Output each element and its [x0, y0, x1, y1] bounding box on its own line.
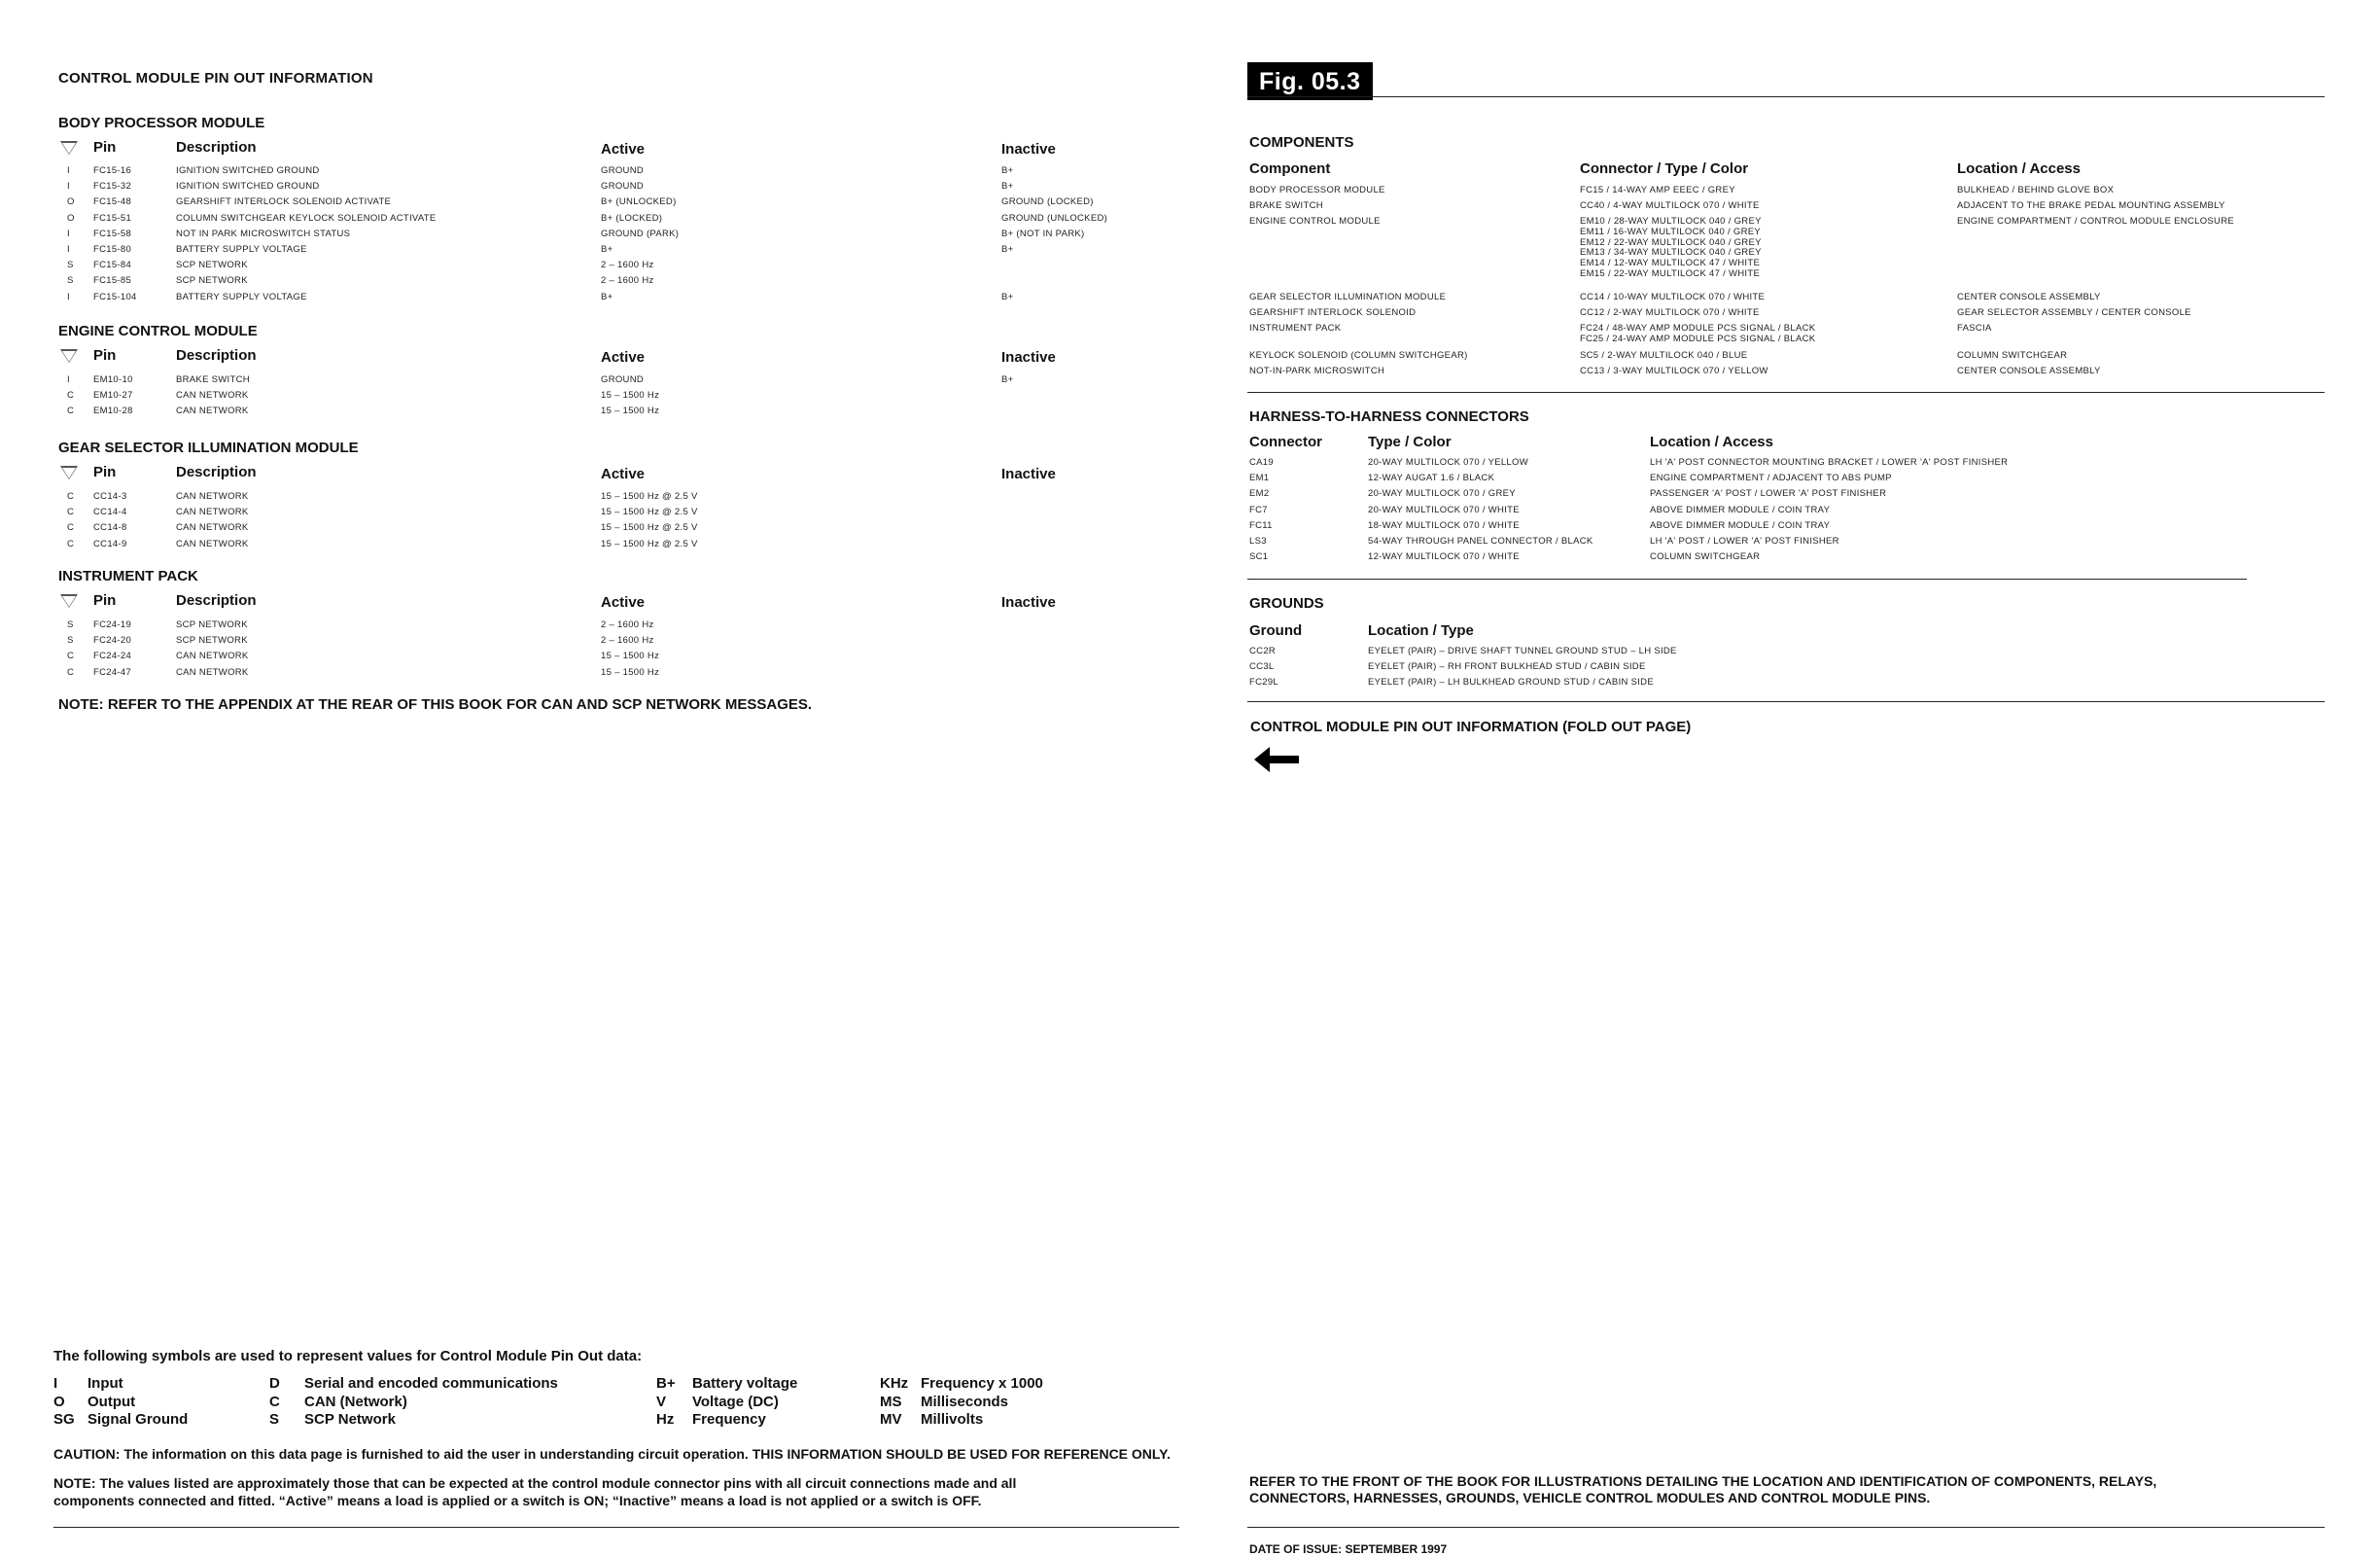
col-header-inactive: Inactive	[1001, 594, 1056, 611]
pin-id: FC15-80	[93, 244, 132, 255]
symbol-code: MV	[880, 1411, 902, 1428]
pin-type: I	[67, 181, 70, 193]
harness-type: 20-WAY MULTILOCK 070 / YELLOW	[1368, 457, 1528, 468]
pin-description: BRAKE SWITCH	[176, 374, 250, 385]
symbol-code: MS	[880, 1393, 902, 1410]
symbol-meaning: Output	[88, 1393, 136, 1410]
pin-active: GROUND	[601, 181, 645, 193]
pin-id: FC24-20	[93, 635, 132, 647]
col-header-ground-location: Location / Type	[1368, 622, 1474, 639]
component-location: ENGINE COMPARTMENT / CONTROL MODULE ENCLOSURE	[1957, 216, 2234, 227]
component-location: FASCIA	[1957, 323, 1992, 334]
symbol-meaning: Millivolts	[921, 1411, 984, 1428]
pin-description: BATTERY SUPPLY VOLTAGE	[176, 291, 307, 302]
symbol-meaning: Serial and encoded communications	[304, 1375, 558, 1392]
pin-inactive: B+	[1001, 244, 1014, 255]
pin-inactive: B+ (NOT IN PARK)	[1001, 228, 1085, 239]
pin-description: CAN NETWORK	[176, 522, 249, 534]
symbols-intro: The following symbols are used to represent values for Control Module Pin Out data:	[53, 1348, 643, 1364]
refer-line2: CONNECTORS, HARNESSES, GROUNDS, VEHICLE CONTROL MODULES AND CONTROL MODULE PINS.	[1249, 1490, 1931, 1505]
component-name: ENGINE CONTROL MODULE	[1249, 216, 1381, 227]
col-header-active: Active	[601, 349, 646, 366]
pin-type: C	[67, 406, 75, 417]
pin-description: NOT IN PARK MICROSWITCH STATUS	[176, 228, 351, 239]
pin-type: I	[67, 244, 70, 255]
pin-active: 2 – 1600 Hz	[601, 260, 654, 271]
pin-description: SCP NETWORK	[176, 635, 248, 647]
pin-description: SCP NETWORK	[176, 260, 248, 271]
pin-description: CAN NETWORK	[176, 538, 249, 549]
symbol-meaning: Input	[88, 1375, 123, 1392]
pin-type: S	[67, 619, 74, 630]
component-location: CENTER CONSOLE ASSEMBLY	[1957, 292, 2101, 302]
component-name: GEARSHIFT INTERLOCK SOLENOID	[1249, 307, 1417, 318]
pin-id: FC15-58	[93, 228, 132, 239]
pin-id: EM10-10	[93, 374, 133, 385]
pin-id: EM10-28	[93, 406, 133, 417]
component-location: COLUMN SWITCHGEAR	[1957, 350, 2068, 361]
refer-line1: REFER TO THE FRONT OF THE BOOK FOR ILLUSTRATIONS DETAILING THE LOCATION AND IDENTIFICATION OF COMPONENTS, RELAYS,	[1249, 1473, 2157, 1489]
pin-id: FC15-16	[93, 165, 132, 176]
pin-type: C	[67, 390, 75, 402]
harness-location: COLUMN SWITCHGEAR	[1650, 551, 1761, 563]
pin-active: 15 – 1500 Hz @ 2.5 V	[601, 491, 698, 502]
harness-connector: EM1	[1249, 473, 1270, 484]
symbol-code: O	[53, 1393, 65, 1410]
pin-type: C	[67, 651, 75, 662]
harness-type: 12-WAY AUGAT 1.6 / BLACK	[1368, 473, 1495, 484]
triangle-down-icon	[60, 349, 78, 363]
pin-active: B+ (UNLOCKED)	[601, 196, 677, 208]
module-title: INSTRUMENT PACK	[58, 568, 198, 584]
network-note: NOTE: REFER TO THE APPENDIX AT THE REAR OF THIS BOOK FOR CAN AND SCP NETWORK MESSAGES.	[58, 696, 813, 713]
pin-id: CC14-9	[93, 538, 127, 549]
pin-active: 15 – 1500 Hz @ 2.5 V	[601, 507, 698, 518]
pin-description: SCP NETWORK	[176, 619, 248, 630]
pin-active: 2 – 1600 Hz	[601, 619, 654, 630]
pin-active: 15 – 1500 Hz	[601, 390, 660, 402]
pin-active: 15 – 1500 Hz @ 2.5 V	[601, 522, 698, 534]
pin-description: CAN NETWORK	[176, 651, 249, 662]
symbol-code: D	[269, 1375, 280, 1392]
ground-id: CC3L	[1249, 661, 1275, 673]
col-header-inactive: Inactive	[1001, 349, 1056, 366]
ground-location: EYELET (PAIR) – LH BULKHEAD GROUND STUD / CABIN SIDE	[1368, 677, 1654, 689]
pin-description: CAN NETWORK	[176, 491, 249, 502]
pin-inactive: B+	[1001, 181, 1014, 193]
col-header-active: Active	[601, 594, 646, 611]
pin-id: CC14-4	[93, 507, 127, 518]
col-header-harness-connector: Connector	[1249, 434, 1322, 450]
pin-type: O	[67, 212, 75, 224]
harness-location: LH 'A' POST CONNECTOR MOUNTING BRACKET / LOWER 'A' POST FINISHER	[1650, 457, 2009, 468]
pin-type: C	[67, 491, 75, 502]
harness-type: 18-WAY MULTILOCK 070 / WHITE	[1368, 519, 1520, 531]
harness-connector: FC11	[1249, 519, 1273, 531]
symbol-code: C	[269, 1393, 280, 1410]
component-location: GEAR SELECTOR ASSEMBLY / CENTER CONSOLE	[1957, 307, 2191, 318]
pin-active: B+	[601, 291, 613, 302]
components-title: COMPONENTS	[1249, 134, 1354, 151]
module-title: BODY PROCESSOR MODULE	[58, 115, 265, 131]
harness-title: HARNESS-TO-HARNESS CONNECTORS	[1249, 408, 1529, 425]
col-header-component: Component	[1249, 160, 1331, 177]
pin-type: S	[67, 275, 74, 287]
component-location: BULKHEAD / BEHIND GLOVE BOX	[1957, 185, 2115, 195]
col-header-pin: Pin	[93, 464, 117, 480]
ground-id: FC29L	[1249, 677, 1279, 689]
bottom-rule-right	[1247, 1527, 2325, 1528]
component-name: NOT-IN-PARK MICROSWITCH	[1249, 366, 1385, 376]
values-note-line2: components connected and fitted. “Active” means a load is applied or a switch is ON; “Inactive” means a load is not applied or a switch is OFF.	[53, 1493, 982, 1508]
col-header-location: Location / Access	[1957, 160, 2081, 177]
pin-type: I	[67, 291, 70, 302]
symbol-meaning: Frequency x 1000	[921, 1375, 1043, 1392]
pin-id: FC15-85	[93, 275, 132, 287]
pin-description: CAN NETWORK	[176, 666, 249, 678]
symbol-code: I	[53, 1375, 58, 1392]
component-name: INSTRUMENT PACK	[1249, 323, 1342, 334]
pin-description: CAN NETWORK	[176, 406, 249, 417]
symbol-meaning: Signal Ground	[88, 1411, 189, 1428]
pin-active: 2 – 1600 Hz	[601, 635, 654, 647]
col-header-harness-location: Location / Access	[1650, 434, 1773, 450]
pin-active: GROUND (PARK)	[601, 228, 680, 239]
harness-connector: EM2	[1249, 488, 1270, 500]
bottom-rule-left	[53, 1527, 1179, 1528]
pin-id: FC24-47	[93, 666, 132, 678]
ground-location: EYELET (PAIR) – RH FRONT BULKHEAD STUD / CABIN SIDE	[1368, 661, 1646, 673]
col-header-inactive: Inactive	[1001, 141, 1056, 158]
symbol-meaning: Milliseconds	[921, 1393, 1009, 1410]
symbol-code: SG	[53, 1411, 75, 1428]
component-location: ADJACENT TO THE BRAKE PEDAL MOUNTING ASSEMBLY	[1957, 200, 2225, 211]
component-connector: EM11 / 16-WAY MULTILOCK 040 / GREY	[1580, 226, 1762, 237]
module-title: GEAR SELECTOR ILLUMINATION MODULE	[58, 440, 359, 456]
symbol-code: V	[656, 1393, 667, 1410]
pin-description: BATTERY SUPPLY VOLTAGE	[176, 244, 307, 255]
module-title: ENGINE CONTROL MODULE	[58, 323, 258, 339]
pin-active: GROUND	[601, 374, 645, 385]
symbol-code: B+	[656, 1375, 676, 1392]
harness-type: 20-WAY MULTILOCK 070 / WHITE	[1368, 504, 1520, 515]
pin-type: I	[67, 374, 70, 385]
foldout-link[interactable]: CONTROL MODULE PIN OUT INFORMATION (FOLD OUT PAGE)	[1250, 719, 1692, 735]
pin-description: CAN NETWORK	[176, 507, 249, 518]
component-connector: EM15 / 22-WAY MULTILOCK 47 / WHITE	[1580, 268, 1761, 279]
col-header-description: Description	[176, 592, 257, 609]
grounds-rule	[1247, 701, 2325, 702]
ground-id: CC2R	[1249, 646, 1277, 656]
harness-rule	[1247, 579, 2247, 580]
component-location: CENTER CONSOLE ASSEMBLY	[1957, 366, 2101, 376]
symbol-code: KHz	[880, 1375, 909, 1392]
figure-rule	[1247, 96, 2325, 97]
grounds-title: GROUNDS	[1249, 595, 1324, 612]
pin-type: S	[67, 635, 74, 647]
date-of-issue: DATE OF ISSUE: SEPTEMBER 1997	[1249, 1542, 1448, 1556]
pin-active: 15 – 1500 Hz	[601, 666, 660, 678]
pin-type: I	[67, 165, 70, 176]
harness-connector: CA19	[1249, 457, 1274, 468]
symbol-meaning: Voltage (DC)	[692, 1393, 779, 1410]
components-rule	[1247, 392, 2325, 393]
harness-type: 12-WAY MULTILOCK 070 / WHITE	[1368, 551, 1520, 563]
pin-id: FC15-48	[93, 196, 132, 208]
pin-inactive: B+	[1001, 165, 1014, 176]
col-header-connector: Connector / Type / Color	[1580, 160, 1749, 177]
ground-location: EYELET (PAIR) – DRIVE SHAFT TUNNEL GROUND STUD – LH SIDE	[1368, 646, 1677, 656]
component-connector: FC25 / 24-WAY AMP MODULE PCS SIGNAL / BLACK	[1580, 333, 1816, 344]
symbol-meaning: SCP Network	[304, 1411, 396, 1428]
pin-inactive: GROUND (LOCKED)	[1001, 196, 1094, 208]
pin-type: S	[67, 260, 74, 271]
symbol-meaning: Battery voltage	[692, 1375, 798, 1392]
component-connector: CC13 / 3-WAY MULTILOCK 070 / YELLOW	[1580, 366, 1768, 376]
component-connector: EM14 / 12-WAY MULTILOCK 47 / WHITE	[1580, 258, 1761, 269]
harness-connector: LS3	[1249, 536, 1267, 547]
pin-id: FC24-19	[93, 619, 132, 630]
symbol-meaning: Frequency	[692, 1411, 766, 1428]
harness-location: ABOVE DIMMER MODULE / COIN TRAY	[1650, 504, 1831, 515]
pin-id: EM10-27	[93, 390, 133, 402]
pin-id: FC15-84	[93, 260, 132, 271]
values-note-line1: NOTE: The values listed are approximately those that can be expected at the control module connector pins with all circuit connections made and all	[53, 1475, 1017, 1491]
pin-inactive: B+	[1001, 291, 1014, 302]
triangle-down-icon	[60, 594, 78, 608]
col-header-pin: Pin	[93, 592, 117, 609]
pin-id: CC14-3	[93, 491, 127, 502]
harness-type: 54-WAY THROUGH PANEL CONNECTOR / BLACK	[1368, 536, 1593, 547]
component-connector: EM13 / 34-WAY MULTILOCK 040 / GREY	[1580, 247, 1762, 259]
symbol-meaning: CAN (Network)	[304, 1393, 407, 1410]
component-connector: SC5 / 2-WAY MULTILOCK 040 / BLUE	[1580, 350, 1748, 361]
triangle-down-icon	[60, 141, 78, 155]
pin-active: 15 – 1500 Hz	[601, 651, 660, 662]
pin-inactive: GROUND (UNLOCKED)	[1001, 212, 1108, 224]
page-title: CONTROL MODULE PIN OUT INFORMATION	[58, 70, 373, 87]
pin-id: FC15-51	[93, 212, 132, 224]
col-header-description: Description	[176, 464, 257, 480]
col-header-harness-type: Type / Color	[1368, 434, 1452, 450]
component-connector: CC12 / 2-WAY MULTILOCK 070 / WHITE	[1580, 307, 1760, 318]
pin-active: B+ (LOCKED)	[601, 212, 663, 224]
pin-description: IGNITION SWITCHED GROUND	[176, 165, 320, 176]
pin-active: 15 – 1500 Hz	[601, 406, 660, 417]
harness-connector: SC1	[1249, 551, 1269, 563]
harness-connector: FC7	[1249, 504, 1268, 515]
component-connector: CC40 / 4-WAY MULTILOCK 070 / WHITE	[1580, 200, 1760, 211]
component-connector: FC15 / 14-WAY AMP EEEC / GREY	[1580, 185, 1735, 195]
symbol-code: Hz	[656, 1411, 675, 1428]
col-header-pin: Pin	[93, 347, 117, 364]
pin-active: GROUND	[601, 165, 645, 176]
component-connector: EM10 / 28-WAY MULTILOCK 040 / GREY	[1580, 216, 1762, 227]
caution-text: CAUTION: The information on this data page is furnished to aid the user in understanding circuit operation. THIS INFORMATION SHOULD BE USED FOR REFERENCE ONLY.	[53, 1446, 1171, 1462]
component-name: BODY PROCESSOR MODULE	[1249, 185, 1385, 195]
pin-id: FC15-104	[93, 291, 137, 302]
col-header-description: Description	[176, 347, 257, 364]
pin-type: C	[67, 538, 75, 549]
figure-label: Fig. 05.3	[1247, 62, 1373, 100]
col-header-ground: Ground	[1249, 622, 1303, 639]
col-header-inactive: Inactive	[1001, 466, 1056, 482]
harness-location: LH 'A' POST / LOWER 'A' POST FINISHER	[1650, 536, 1839, 547]
harness-location: ENGINE COMPARTMENT / ADJACENT TO ABS PUMP	[1650, 473, 1892, 484]
pin-active: B+	[601, 244, 613, 255]
pin-active: 2 – 1600 Hz	[601, 275, 654, 287]
pin-id: FC15-32	[93, 181, 132, 193]
col-header-active: Active	[601, 141, 646, 158]
component-name: GEAR SELECTOR ILLUMINATION MODULE	[1249, 292, 1447, 302]
harness-location: PASSENGER 'A' POST / LOWER 'A' POST FINISHER	[1650, 488, 1887, 500]
pin-type: C	[67, 666, 75, 678]
component-name: KEYLOCK SOLENOID (COLUMN SWITCHGEAR)	[1249, 350, 1468, 361]
col-header-active: Active	[601, 466, 646, 482]
component-name: BRAKE SWITCH	[1249, 200, 1323, 211]
pin-description: SCP NETWORK	[176, 275, 248, 287]
pin-inactive: B+	[1001, 374, 1014, 385]
pin-id: FC24-24	[93, 651, 132, 662]
pin-description: GEARSHIFT INTERLOCK SOLENOID ACTIVATE	[176, 196, 392, 208]
col-header-description: Description	[176, 139, 257, 156]
pin-type: C	[67, 507, 75, 518]
pin-id: CC14-8	[93, 522, 127, 534]
component-connector: EM12 / 22-WAY MULTILOCK 040 / GREY	[1580, 236, 1762, 248]
pin-description: IGNITION SWITCHED GROUND	[176, 181, 320, 193]
pin-type: I	[67, 228, 70, 239]
symbol-code: S	[269, 1411, 280, 1428]
pin-description: COLUMN SWITCHGEAR KEYLOCK SOLENOID ACTIVATE	[176, 212, 437, 224]
triangle-down-icon	[60, 466, 78, 479]
pin-active: 15 – 1500 Hz @ 2.5 V	[601, 538, 698, 549]
harness-type: 20-WAY MULTILOCK 070 / GREY	[1368, 488, 1516, 500]
col-header-pin: Pin	[93, 139, 117, 156]
refer-paragraph	[1249, 1473, 2328, 1506]
component-connector: FC24 / 48-WAY AMP MODULE PCS SIGNAL / BLACK	[1580, 323, 1816, 334]
pin-description: CAN NETWORK	[176, 390, 249, 402]
pin-type: O	[67, 196, 75, 208]
component-connector: CC14 / 10-WAY MULTILOCK 070 / WHITE	[1580, 292, 1766, 302]
harness-location: ABOVE DIMMER MODULE / COIN TRAY	[1650, 519, 1831, 531]
arrow-left-icon[interactable]	[1254, 747, 1299, 772]
pin-type: C	[67, 522, 75, 534]
